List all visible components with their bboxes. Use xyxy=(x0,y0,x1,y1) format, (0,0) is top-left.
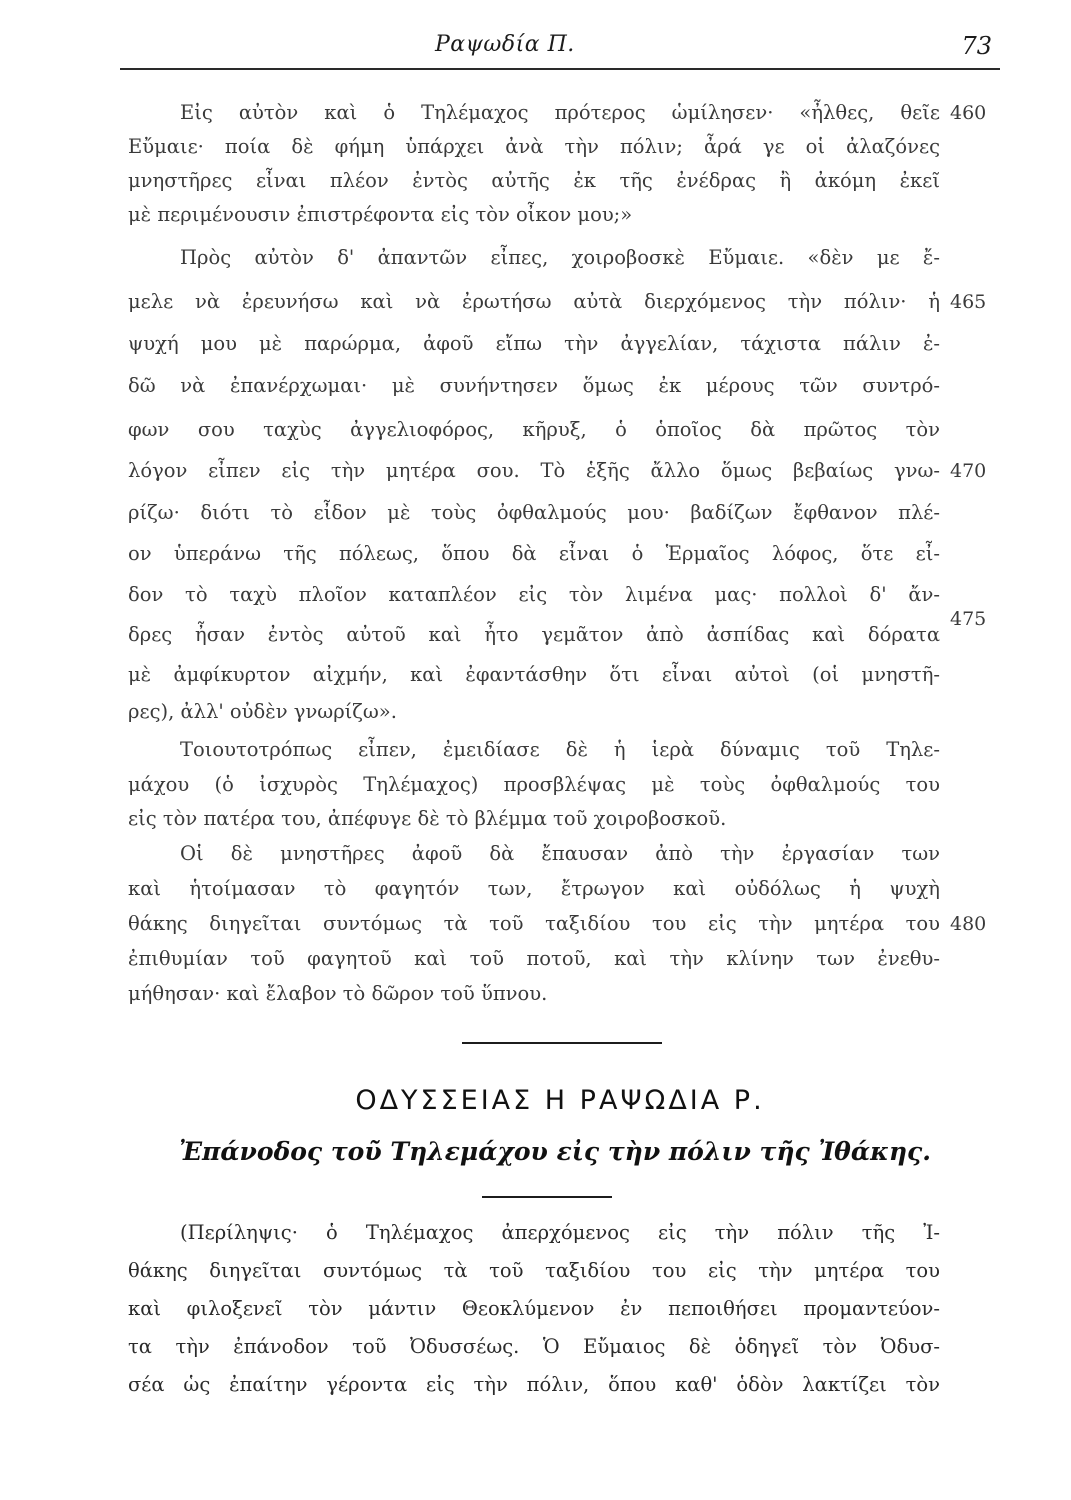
book-title: ΟΔΥΣΣΕΙΑΣ Η ΡΑΨΩΔΙΑ Ρ. xyxy=(355,1085,765,1116)
text-line: καὶ ἡτοίμασαν τὸ φαγητόν των, ἔτρωγον καὶ οὐδόλως ἡ ψυχὴ xyxy=(128,877,940,900)
summary-line: σέα ὡς ἐπαίτην γέροντα εἰς τὴν πόλιν, ὅπου καθ' ὁδὸν λακτίζει τὸν xyxy=(128,1373,940,1396)
text-line: λόγον εἶπεν εἰς τὴν μητέρα σου. Τὸ ἑξῆς ἄλλο ὅμως βεβαίως γνω- xyxy=(128,459,940,482)
text-line: δρες ἦσαν ἐντὸς αὐτοῦ καὶ ἦτο γεμᾶτον ἀπὸ ἀσπίδας καὶ δόρατα xyxy=(128,623,940,646)
text-line: δον τὸ ταχὺ πλοῖον καταπλέον εἰς τὸν λιμένα μας· πολλοὶ δ' ἄν- xyxy=(128,583,940,606)
summary-line: καὶ φιλοξενεῖ τὸν μάντιν Θεοκλύμενον ἐν πεποιθήσει προμαντεύον- xyxy=(128,1297,940,1320)
page-number: 73 xyxy=(961,32,992,60)
text-line: μὲ ἀμφίκυρτον αἰχμήν, καὶ ἐφαντάσθην ὅτι εἶναι αὐτοὶ (οἱ μνηστῆ- xyxy=(128,663,940,686)
header-rule xyxy=(120,68,1000,70)
summary-line: (Περίληψις· ὁ Τηλέμαχος ἀπερχόμενος εἰς τὴν πόλιν τῆς Ἰ- xyxy=(180,1221,940,1244)
text-line: ψυχή μου μὲ παρώρμα, ἀφοῦ εἴπω τὴν ἀγγελίαν, τάχιστα πάλιν ἐ- xyxy=(128,332,940,355)
text-line: ρίζω· διότι τὸ εἶδον μὲ τοὺς ὀφθαλμούς μου· βαδίζων ἔφθανον πλέ- xyxy=(128,501,940,524)
text-line: Εἰς αὐτὸν καὶ ὁ Τηλέμαχος πρότερος ὡμίλησεν· «ἦλθες, θεῖε xyxy=(180,101,940,124)
text-line: μάχου (ὁ ἰσχυρὸς Τηλέμαχος) προσβλέψας μὲ τοὺς ὀφθαλμούς του xyxy=(128,773,940,796)
text-line: μνηστῆρες εἶναι πλέον ἐντὸς αὐτῆς ἐκ τῆς ἐνέδρας ἢ ἀκόμη ἐκεῖ xyxy=(128,169,940,192)
subtitle-divider xyxy=(482,1196,612,1198)
text-line: μελε νὰ ἐρευνήσω καὶ νὰ ἐρωτήσω αὐτὰ διερχόμενος τὴν πόλιν· ἡ xyxy=(128,290,940,313)
text-line: Πρὸς αὐτὸν δ' ἀπαντῶν εἶπες, χοιροβοσκὲ Εὔμαιε. «δὲν με ἔ- xyxy=(180,246,940,269)
verse-number: 475 xyxy=(950,608,987,630)
summary-line: τα τὴν ἐπάνοδον τοῦ Ὀδυσσέως. Ὁ Εὔμαιος δὲ ὁδηγεῖ τὸν Ὀδυσ- xyxy=(128,1335,940,1358)
page-header xyxy=(120,28,1000,74)
text-line: θάκης διηγεῖται συντόμως τὰ τοῦ ταξιδίου του εἰς τὴν μητέρα του xyxy=(128,912,940,935)
text-line: Εὔμαιε· ποία δὲ φήμη ὑπάρχει ἀνὰ τὴν πόλιν; ἆρά γε οἱ ἀλαζόνες xyxy=(128,135,940,158)
text-line: μήθησαν· καὶ ἔλαβον τὸ δῶρον τοῦ ὕπνου. xyxy=(128,982,548,1005)
summary-line: θάκης διηγεῖται συντόμως τὰ τοῦ ταξιδίου του εἰς τὴν μητέρα του xyxy=(128,1259,940,1282)
text-line: φων σου ταχὺς ἀγγελιοφόρος, κῆρυξ, ὁ ὁποῖος δὰ πρῶτος τὸν xyxy=(128,418,940,441)
verse-number: 480 xyxy=(950,913,987,935)
chapter-subtitle: Ἐπάνοδος τοῦ Τηλεμάχου εἰς τὴν πόλιν τῆς Ἰθάκης. xyxy=(179,1137,931,1166)
verse-number: 460 xyxy=(950,102,987,124)
text-line: ἐπιθυμίαν τοῦ φαγητοῦ καὶ τοῦ ποτοῦ, καὶ τὴν κλίνην των ἐνεθυ- xyxy=(128,947,940,970)
text-line: δῶ νὰ ἐπανέρχωμαι· μὲ συνήντησεν ὅμως ἐκ μέρους τῶν συντρό- xyxy=(128,374,940,397)
running-title: Ραψωδία Π. xyxy=(435,32,575,57)
verse-number: 470 xyxy=(950,460,987,482)
text-line: ον ὑπεράνω τῆς πόλεως, ὅπου δὰ εἶναι ὁ Ἑρμαῖος λόφος, ὅτε εἶ- xyxy=(128,542,940,565)
text-line: Οἱ δὲ μνηστῆρες ἀφοῦ δὰ ἔπαυσαν ἀπὸ τὴν ἐργασίαν των xyxy=(180,842,940,865)
text-line: Τοιουτοτρόπως εἶπεν, ἐμειδίασε δὲ ἡ ἱερὰ δύναμις τοῦ Τηλε- xyxy=(180,738,940,761)
section-divider xyxy=(462,1042,662,1044)
verse-number: 465 xyxy=(950,291,987,313)
text-line: ρες), ἀλλ' οὐδὲν γνωρίζω». xyxy=(128,700,397,723)
text-line: μὲ περιμένουσιν ἐπιστρέφοντα εἰς τὸν οἶκον μου;» xyxy=(128,203,633,226)
text-line: εἰς τὸν πατέρα του, ἀπέφυγε δὲ τὸ βλέμμα τοῦ χοιροβοσκοῦ. xyxy=(128,807,727,830)
